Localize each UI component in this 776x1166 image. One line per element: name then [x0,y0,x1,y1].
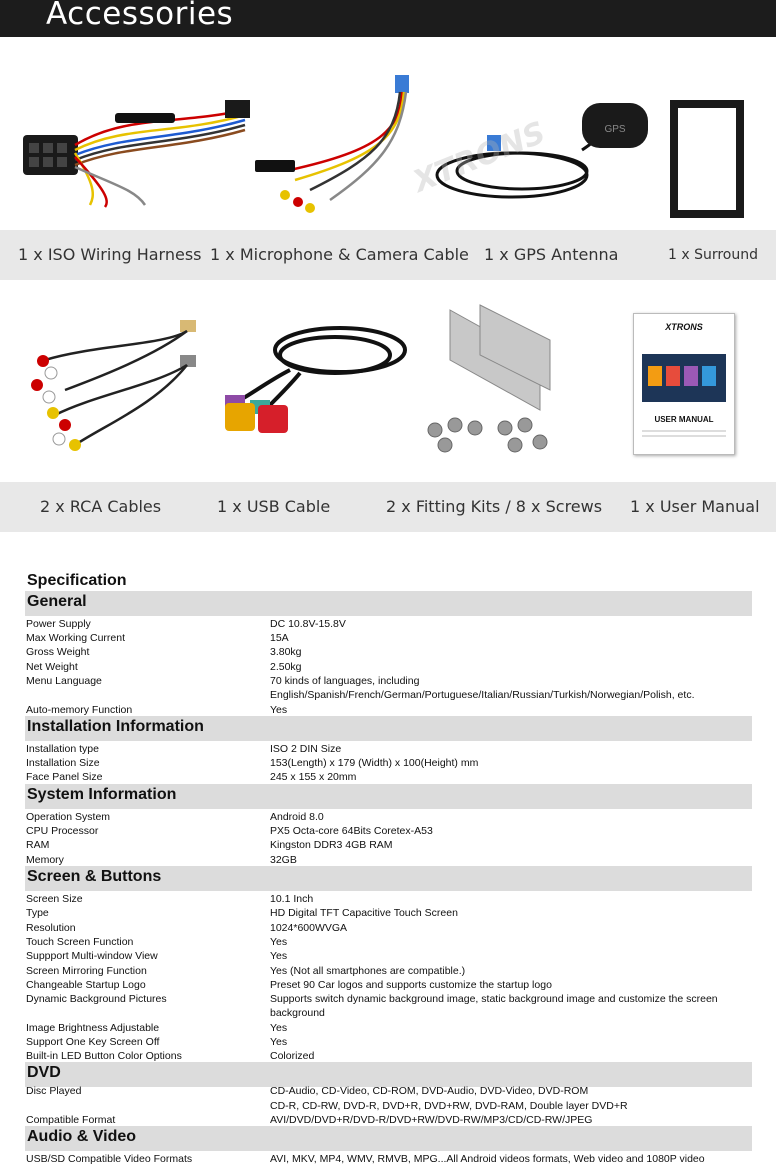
user-manual-image [633,313,735,455]
rca-cables-image [15,315,205,455]
caption-user-manual: 1 x User Manual [630,497,760,516]
caption-usb-cable: 1 x USB Cable [217,497,331,516]
manual-screen [642,354,726,402]
section-header-general: General [25,591,752,616]
gps-antenna-image [432,95,657,215]
page-title: Accessories [46,0,234,32]
caption-iso-wiring-harness: 1 x ISO Wiring Harness [18,245,202,264]
specification-title: Specification [27,572,127,589]
caption-surround: 1 x Surround [668,247,759,263]
caption-band-row2 [0,482,776,532]
microphone-camera-cable-image [250,70,435,215]
caption-fitting-kits-screws: 2 x Fitting Kits / 8 x Screws [386,497,603,516]
caption-band-row1 [0,230,776,280]
section-header-audio-video: Audio & Video [25,1126,752,1151]
iso-wiring-harness-image [15,95,270,215]
section-header-dvd: DVD [25,1062,752,1087]
fitting-kits-screws-image [420,300,560,465]
section-header-screen-buttons: Screen & Buttons [25,866,752,891]
section-header-system: System Information [25,784,752,809]
surround-frame-image [668,98,746,220]
section-header-installation: Installation Information [25,716,752,741]
caption-rca-cables: 2 x RCA Cables [40,497,162,516]
caption-microphone-camera-cable: 1 x Microphone & Camera Cable [210,245,469,264]
caption-gps-antenna: 1 x GPS Antenna [484,245,619,264]
manual-brand: XTRONS [665,322,703,332]
gps-label: GPS [604,124,626,135]
watermark: XTRONS [408,115,551,200]
manual-title: USER MANUAL [654,415,714,424]
header-bar [0,0,776,37]
usb-cable-image [220,315,410,435]
